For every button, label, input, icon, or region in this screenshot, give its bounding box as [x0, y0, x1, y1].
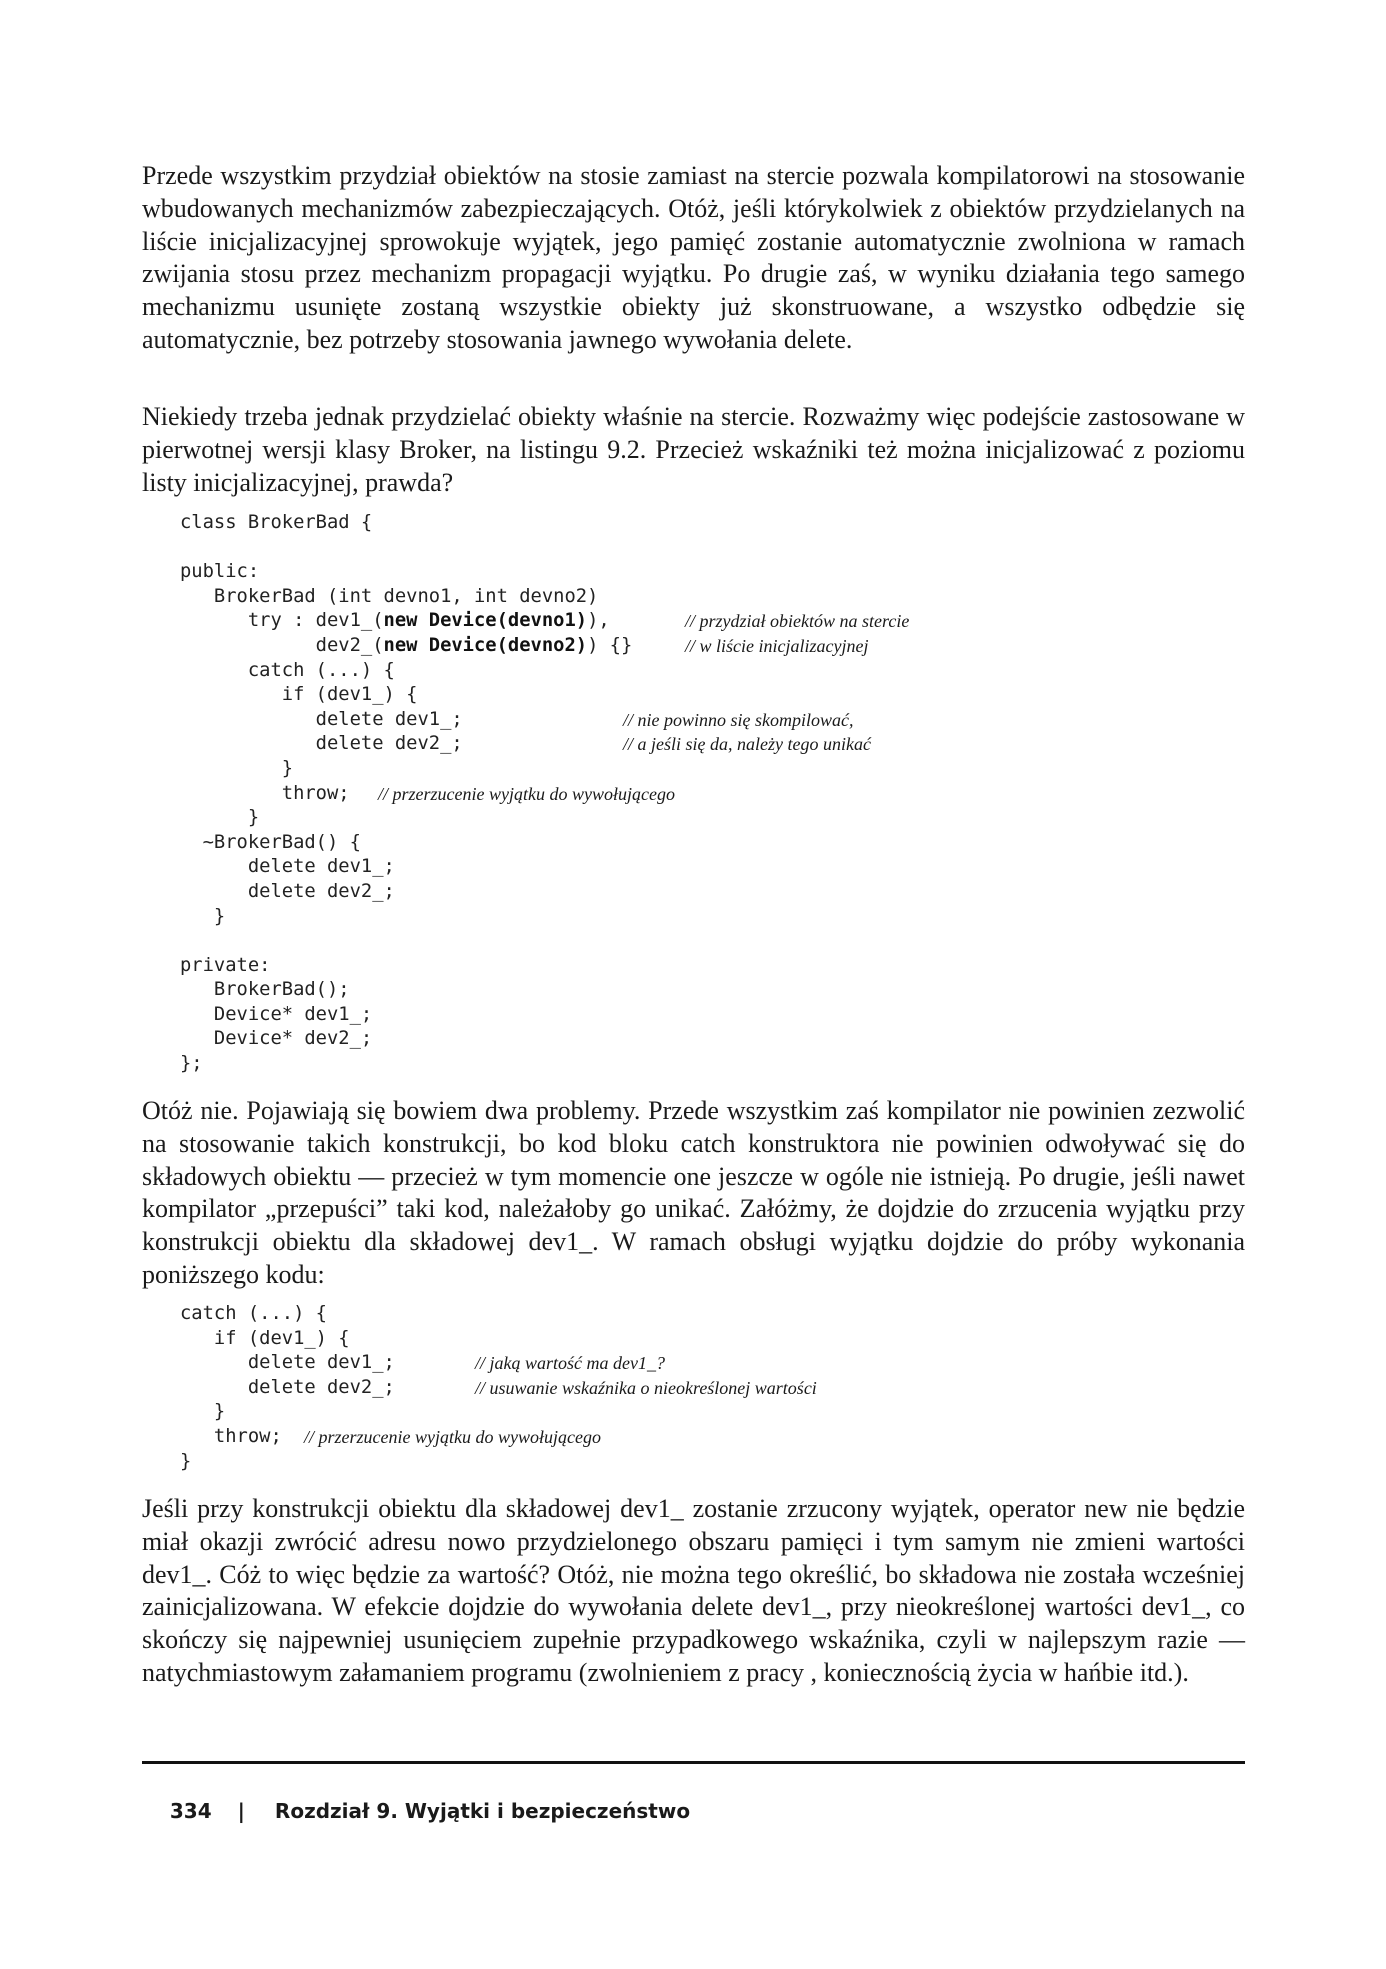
page-footer — [142, 1775, 690, 1847]
code-line — [180, 782, 675, 807]
code-listing-brokerbad — [180, 511, 910, 1077]
code-text: delete dev2_; — [180, 1376, 395, 1398]
code-bold: new Device(devno2) — [383, 634, 588, 656]
paragraph-heap-allocation: Niekiedy trzeba jednak przydzielać obiekty właśnie na stercie. Rozważmy więc podejście zastosowane w pierwotnej wersji klasy Broker, na listingu 9.2. Przecież wskaźniki też można inicjalizować z poziomu listy inicjalizacyjnej, prawda? — [142, 402, 1245, 497]
paragraph-stack-allocation: Przede wszystkim przydział obiektów na stosie zamiast na stercie pozwala kompilatorowi na stosowanie wbudowanych mechanizmów zabezpieczających. Otóż, jeśli którykolwiek z obiektów przydzielanych na liście inicjalizacyjnej sprowokuje wyjątek, jego pamięć zostanie automatycznie zwolniona w ramach zwijania stosu przez mechanizm propagacji wyjątku. Po drugie zaś, w wyniku działania tego samego mechanizmu usunięte zostaną wszystkie obiekty już skonstruowane, a wszystko odbędzie się automatycznie, bez potrzeby stosowania jawnego wywołania delete. — [142, 161, 1245, 354]
code-line — [180, 708, 854, 733]
code-line: delete dev1_; — [180, 856, 395, 878]
code-line: catch (...) { — [180, 1303, 327, 1324]
code-text: delete dev1_; — [180, 708, 463, 730]
code-line: delete dev2_; — [180, 880, 395, 902]
code-text: throw; — [180, 1425, 282, 1447]
code-line — [180, 536, 632, 561]
code-line: BrokerBad (int devno1, int devno2) — [180, 585, 599, 607]
code-line: } — [180, 757, 294, 779]
chapter-title: Rozdział 9. Wyjątki i bezpieczeństwo — [274, 1799, 691, 1823]
code-line — [180, 1425, 601, 1450]
code-line: } — [180, 905, 226, 927]
code-line: catch (...) { — [180, 659, 395, 681]
code-comment: // jaką wartość ma dev1_? — [475, 1353, 665, 1374]
page-number: 334 — [169, 1799, 212, 1823]
code-listing-catch — [180, 1302, 817, 1474]
code-line: if (dev1_) { — [180, 684, 418, 706]
code-line: class BrokerBad { — [180, 512, 373, 533]
code-line — [180, 1351, 665, 1376]
code-line: ~BrokerBad() { — [180, 831, 361, 853]
code-text: dev2_( — [180, 634, 384, 656]
code-text: throw; — [180, 782, 350, 804]
code-line: if (dev1_) { — [180, 1327, 350, 1349]
code-line: }; — [180, 1053, 203, 1075]
code-line: } — [180, 1450, 192, 1472]
code-comment: // przydział obiektów na stercie — [685, 611, 910, 632]
code-comment: // w liście inicjalizacyjnej — [685, 635, 869, 656]
code-comment: // przerzucenie wyjątku do wywołującego — [378, 783, 675, 804]
code-text: delete dev1_; — [180, 1352, 395, 1374]
paragraph-two-problems: Otóż nie. Pojawiają się bowiem dwa problemy. Przede wszystkim zaś kompilator nie powinien zezwolić na stosowanie takich konstrukcji, bo kod bloku catch konstruktora nie powinien odwoływać się do składowych obiektu — przecież w tym momencie one jeszcze w ogóle nie istnieją. Po drugie, jeśli nawet kompilator „przepuści” taki kod, należałoby go unikać. Załóżmy, że dojdzie do zrzucenia wyjątku przy konstrukcji obiektu dla składowej dev1_. W ramach obsługi wyjątku dojdzie do próby wykonania poniższego kodu: — [142, 1096, 1245, 1289]
code-text: try : dev1_( — [180, 610, 384, 632]
code-text: ), — [587, 610, 610, 632]
code-comment: // a jeśli się da, należy tego unikać — [623, 734, 871, 755]
paragraph-undefined-value: Jeśli przy konstrukcji obiektu dla składowej dev1_ zostanie zrzucony wyjątek, operator new nie będzie miał okazji zwrócić adresu nowo przydzielonego obszaru pamięci i tym samym nie zmieni wartości dev1_. Cóż to więc będzie za wartość? Otóż, nie można tego określić, bo składowa nie została wcześniej zainicjalizowana. W efekcie dojdzie do wywołania delete dev1_, przy nieokreślonej wartości dev1_, co skończy się najpewniej usunięciem zupełnie przypadkowego wskaźnika, czyli w najlepszym razie — natychmiastowym załamaniem programu (zwolnieniem z pracy , koniecznością życia w hańbie itd.). — [142, 1494, 1245, 1687]
code-text: delete dev2_; — [180, 733, 463, 755]
code-line — [180, 732, 871, 757]
code-comment: // usuwanie wskaźnika o nieokreślonej wartości — [475, 1377, 817, 1398]
code-comment: // nie powinno się skompilować, — [623, 709, 854, 730]
code-line — [180, 609, 910, 634]
code-line: } — [180, 1401, 226, 1423]
code-line: private: — [180, 954, 271, 976]
code-line — [180, 1376, 817, 1401]
code-text: ) {} — [587, 634, 633, 656]
code-line: public: — [180, 561, 260, 583]
code-line-bold: Device* dev2_; — [180, 1028, 373, 1050]
code-comment: // przerzucenie wyjątku do wywołującego — [304, 1426, 601, 1447]
code-line — [180, 929, 632, 954]
code-bold: new Device(devno1) — [383, 610, 588, 632]
footer-separator: | — [237, 1799, 245, 1823]
footer-rule — [142, 1761, 1245, 1764]
code-line-bold: Device* dev1_; — [180, 1003, 373, 1025]
code-line — [180, 634, 869, 659]
code-line: BrokerBad(); — [180, 979, 350, 1001]
code-line: } — [180, 807, 260, 829]
